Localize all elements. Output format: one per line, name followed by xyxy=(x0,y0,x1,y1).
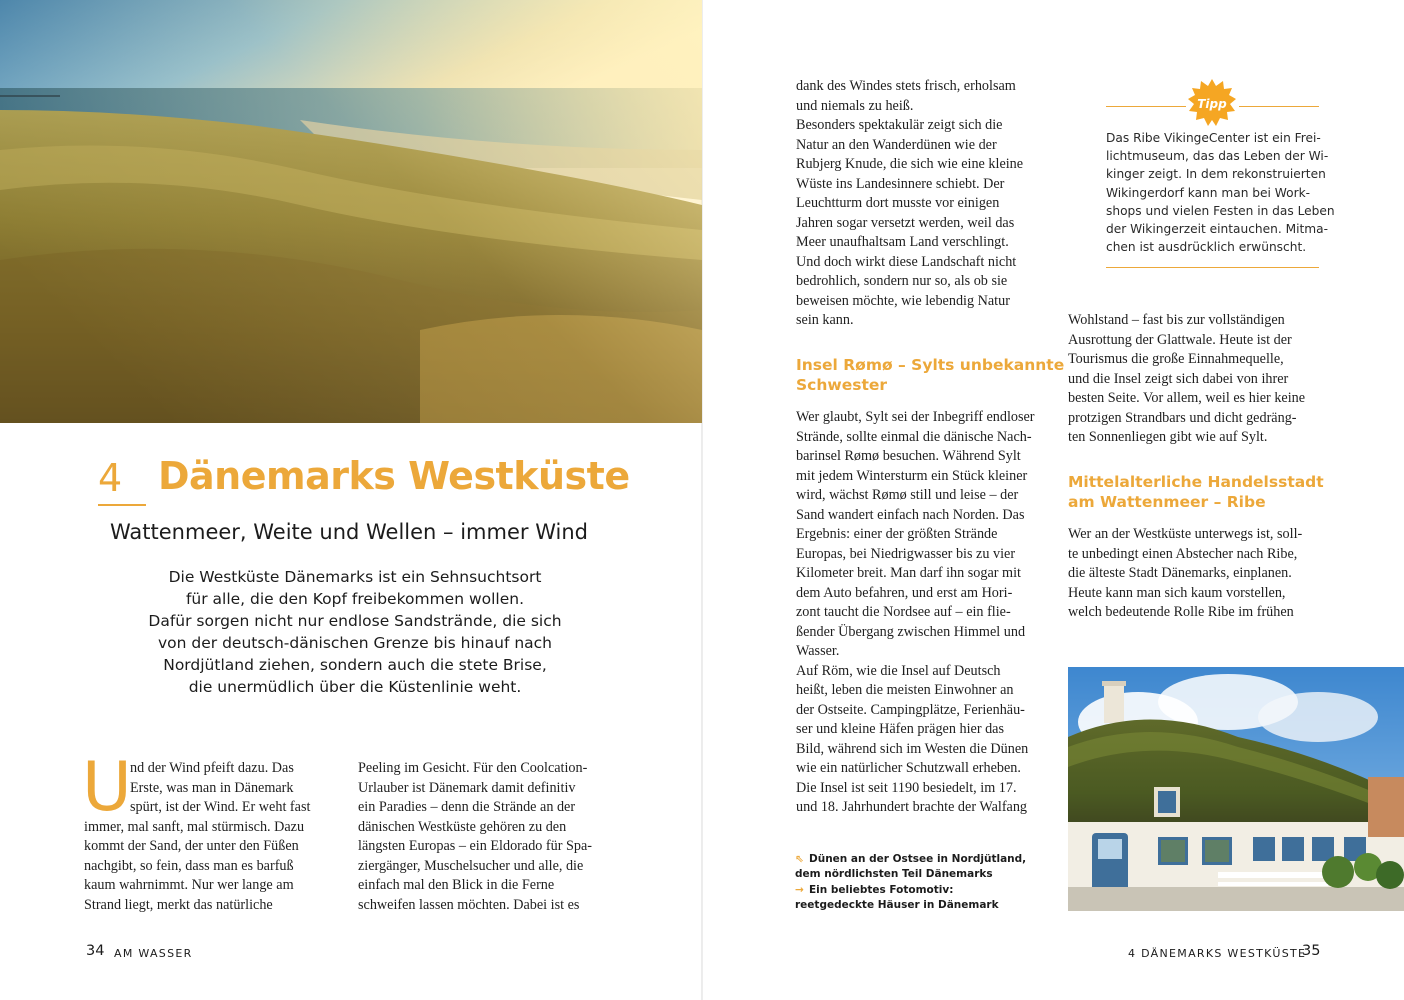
body-column-3-bottom xyxy=(796,408,1035,818)
body-line: die älteste Stadt Dänemarks, einplanen. xyxy=(1068,565,1292,581)
body-line: wie ein natürlicher Schutzwall erheben. xyxy=(796,760,1021,776)
heading-line: am Wattenmeer – Ribe xyxy=(1068,493,1266,511)
body-line: Strände, sollte einmal die dänische Nach- xyxy=(796,428,1032,445)
body-line: zont taucht die Nordsee auf – ein flie- xyxy=(796,604,1011,620)
tip-line: Das Ribe VikingeCenter ist ein Frei- xyxy=(1106,131,1321,145)
chapter-number-underline xyxy=(98,504,146,506)
body-line: schweifen lassen möchten. Dabei ist es xyxy=(358,896,580,913)
body-column-1-top xyxy=(130,759,310,818)
body-line: te unbedingt einen Abstecher nach Ribe, xyxy=(1068,545,1298,562)
body-column-1 xyxy=(84,818,304,916)
chapter-subtitle: Wattenmeer, Weite und Wellen – immer Wind xyxy=(110,520,588,544)
drop-cap: U xyxy=(82,748,132,827)
intro-line: Nordjütland ziehen, sondern auch die stete Brise, xyxy=(163,656,547,674)
body-line: Natur an den Wanderdünen wie der xyxy=(796,136,997,153)
body-line: Wer an der Westküste unterwegs ist, soll- xyxy=(1068,526,1303,542)
intro-line: Dafür sorgen nicht nur endlose Sandstrände, die sich xyxy=(148,612,562,630)
body-line: nachgibt, so fein, dass man es barfuß xyxy=(84,857,294,874)
tip-text xyxy=(1106,129,1335,256)
body-line: einfach mal den Blick in die Ferne xyxy=(358,877,555,893)
tip-top-rule-right xyxy=(1239,106,1319,107)
body-line: längsten Europas – ein Eldorado für Spa- xyxy=(358,838,593,854)
intro-line: für alle, die den Kopf freibekommen wollen. xyxy=(185,590,525,608)
caption-dunes xyxy=(795,852,1026,882)
body-line: ßender Übergang zwischen Himmel und xyxy=(796,623,1026,640)
tip-badge-label: Tipp xyxy=(1197,97,1227,111)
body-line: Wohlstand – fast bis zur vollständigen xyxy=(1068,312,1285,328)
body-line: Und doch wirkt diese Landschaft nicht xyxy=(796,253,1017,270)
body-line: dank des Windes stets frisch, erholsam xyxy=(796,78,1016,94)
body-line: Urlauber ist Dänemark damit definitiv xyxy=(358,779,576,796)
body-line: Wüste ins Landesinnere schiebt. Der xyxy=(796,175,1005,192)
arrow-right-icon: → xyxy=(795,884,804,896)
body-line: Jahren sogar versetzt werden, weil das xyxy=(796,214,1015,231)
page-number-right: 35 xyxy=(1302,943,1321,959)
tip-line: Wikingerdorf kann man bei Work- xyxy=(1106,185,1311,200)
dune-beach-photo xyxy=(0,0,702,423)
body-line: bedrohlich, sondern nur so, als ob sie xyxy=(796,273,1008,289)
body-line: welch bedeutende Rolle Ribe im frühen xyxy=(1068,604,1294,620)
body-line: Erste, was man in Dänemark xyxy=(130,779,294,796)
intro-line: von der deutsch-dänischen Grenze bis hinauf nach xyxy=(157,634,553,652)
body-column-4 xyxy=(1068,311,1305,448)
tip-top-rule-left xyxy=(1106,106,1186,107)
body-line: Tourismus die große Einnahmequelle, xyxy=(1068,351,1284,367)
tip-line: chen ist ausdrücklich erwünscht. xyxy=(1106,240,1307,255)
caption-line: reetgedeckte Häuser in Dänemark xyxy=(795,899,999,911)
body-line: Meer unaufhaltsam Land verschlingt. xyxy=(796,234,1009,250)
body-line: Europas, bei Niedrigwasser bis zu vier xyxy=(796,545,1016,562)
intro-paragraph xyxy=(120,566,590,698)
body-line: heißt, leben die meisten Einwohner an xyxy=(796,682,1014,698)
body-line: sein kann. xyxy=(796,312,854,328)
body-line: nd der Wind pfeift dazu. Das xyxy=(130,760,294,776)
arrow-up-left-icon: ⇖ xyxy=(795,853,804,865)
body-line: Heute kann man sich kaum vorstellen, xyxy=(1068,584,1286,601)
body-line: barinsel Rømø besuchen. Während Sylt xyxy=(796,448,1021,464)
body-line: protzigen Strandbars und dicht gedräng- xyxy=(1068,409,1297,426)
body-line: spürt, ist der Wind. Er weht fast xyxy=(130,799,311,815)
body-line: Die Insel ist seit 1190 besiedelt, im 17. xyxy=(796,779,1017,796)
body-column-2 xyxy=(358,759,592,915)
sunburst-badge-icon xyxy=(1187,78,1237,128)
caption-line: Ein beliebtes Fotomotiv: xyxy=(809,884,954,896)
body-line: dem Auto befahren, und erst am Hori- xyxy=(796,584,1013,601)
caption-line: Dünen an der Ostsee in Nordjütland, xyxy=(809,853,1027,865)
chapter-title: Dänemarks Westküste xyxy=(158,454,630,498)
intro-line: die unermüdlich über die Küstenlinie weht. xyxy=(188,678,522,696)
body-line: ein Paradies – denn die Strände an der xyxy=(358,799,576,815)
heading-line: Mittelalterliche Handelsstadt xyxy=(1068,473,1324,491)
body-line: ziergänger, Muschelsucher und alle, die xyxy=(358,857,584,874)
body-line: beweisen möchte, wie lebendig Natur xyxy=(796,292,1010,309)
body-line: Ausrottung der Glattwale. Heute ist der xyxy=(1068,331,1292,348)
body-line: Wasser. xyxy=(796,643,840,659)
running-head-left: AM WASSER xyxy=(114,947,193,960)
caption-line: dem nördlichsten Teil Dänemarks xyxy=(795,868,993,880)
body-line: Kilometer breit. Man darf ihn sogar mit xyxy=(796,565,1021,581)
body-line: Strand liegt, merkt das natürliche xyxy=(84,896,273,913)
body-line: mit jedem Wintersturm ein Stück kleiner xyxy=(796,467,1028,484)
body-line: Wer glaubt, Sylt sei der Inbegriff endloser xyxy=(796,409,1035,425)
body-line: kommt der Sand, der unter den Füßen xyxy=(84,838,299,854)
body-line: und niemals zu heiß. xyxy=(796,97,914,114)
body-line: Ergebnis: einer der größten Strände xyxy=(796,526,998,542)
body-line: dänischen Westküste gehören zu den xyxy=(358,818,567,835)
chapter-number: 4 xyxy=(98,456,123,500)
body-line: Rubjerg Knude, die sich wie eine kleine xyxy=(796,156,1024,172)
body-line: immer, mal sanft, mal stürmisch. Dazu xyxy=(84,818,305,835)
body-line: Auf Röm, wie die Insel auf Deutsch xyxy=(796,662,1001,679)
page-number-left: 34 xyxy=(86,943,105,959)
section-heading-romo xyxy=(796,355,1064,395)
tip-line: lichtmuseum, das das Leben der Wi- xyxy=(1106,149,1329,164)
body-line: ten Sonnenliegen gibt wie auf Sylt. xyxy=(1068,429,1268,445)
body-line: besten Seite. Vor allem, weil es hier keine xyxy=(1068,390,1306,406)
body-line: Besonders spektakulär zeigt sich die xyxy=(796,117,1003,133)
heading-line: Insel Rømø – Sylts unbekannte xyxy=(796,356,1065,374)
heading-line: Schwester xyxy=(796,376,888,394)
body-line: Peeling im Gesicht. Für den Coolcation- xyxy=(358,760,588,776)
body-line: der Ostseite. Campingplätze, Ferienhäu- xyxy=(796,701,1025,718)
intro-line: Die Westküste Dänemarks ist ein Sehnsuchtsort xyxy=(168,568,542,586)
body-line: ser und kleine Häfen prägen hier das xyxy=(796,721,1004,737)
body-column-3-top xyxy=(796,77,1023,331)
body-line: kaum wahrnimmt. Nur wer lange am xyxy=(84,877,294,893)
running-head-right: 4 DÄNEMARKS WESTKÜSTE xyxy=(1128,947,1307,960)
body-line: Leuchtturm dort musste vor einigen xyxy=(796,195,1000,211)
thatched-house-photo xyxy=(1068,667,1404,911)
tip-line: kinger zeigt. In dem rekonstruierten xyxy=(1106,167,1326,182)
tip-bottom-rule xyxy=(1106,267,1319,268)
body-line: und die Insel zeigt sich dabei von ihrer xyxy=(1068,370,1289,387)
section-heading-ribe xyxy=(1068,472,1324,512)
tip-line: der Wikingerzeit eintauchen. Mitma- xyxy=(1106,222,1329,237)
caption-house xyxy=(795,883,999,913)
body-column-4-bottom xyxy=(1068,525,1302,623)
body-line: und 18. Jahrhundert brachte der Walfang xyxy=(796,799,1028,815)
body-line: Sand wandert einfach nach Norden. Das xyxy=(796,506,1025,523)
body-line: wird, wächst Rømø still und leise – der xyxy=(796,487,1019,503)
tip-badge xyxy=(1187,78,1237,128)
tip-line: shops und vielen Festen in das Leben xyxy=(1106,203,1335,218)
body-line: Bild, während sich im Westen die Dünen xyxy=(796,740,1029,757)
